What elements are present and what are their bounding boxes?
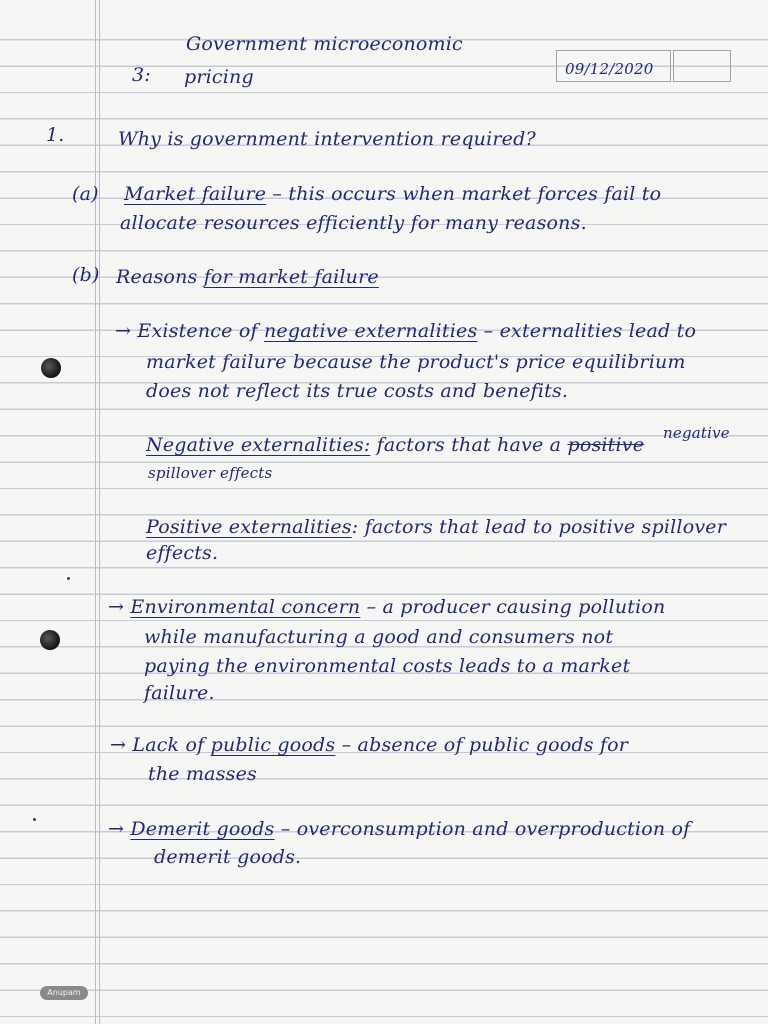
date: 09/12/2020 [565,60,654,78]
bullet-environmental: → Environmental concern – a producer causing pollution [108,596,666,618]
margin-line [99,0,100,1024]
section-a-line2: allocate resources efficiently for many reasons. [120,212,587,234]
margin-line [95,0,96,1024]
arrow-icon: → [115,320,132,342]
environmental-line4: failure. [144,682,215,704]
header-title-line2: pricing [184,66,254,88]
bullet-demerit-goods: → Demerit goods – overconsumption and overproduction of [108,818,691,840]
section-a-label: (a) [72,183,99,205]
ink-dot [33,818,36,821]
negative-externalities-line2: spillover effects [148,464,273,482]
section-a-line1: Market failure – this occurs when market forces fail to [124,183,662,205]
punch-hole [41,358,61,378]
positive-externalities-line2: effects. [146,542,219,564]
date-box-extra [673,50,731,82]
topic-number: 3: [132,64,151,86]
bullet-externalities: → Existence of negative externalities – externalities lead to [115,320,697,342]
ink-dot [67,577,70,580]
arrow-icon: → [108,596,125,618]
section-b-label: (b) [72,264,100,286]
crossed-word: positive [567,434,645,456]
environmental-line3: paying the environmental costs leads to a market [144,655,631,677]
notebook-logo: Anupam [40,986,88,1000]
arrow-icon: → [110,734,127,756]
question-number: 1. [46,124,65,146]
question-text: Why is government intervention required? [118,128,536,150]
environmental-line2: while manufacturing a good and consumers not [144,626,614,648]
demerit-goods-line2: demerit goods. [154,846,302,868]
positive-externalities-line1: Positive externalities: factors that lead to positive spillover [146,516,726,538]
crossed-word: negative [263,320,349,342]
section-b-heading: Reasons for market failure [116,266,379,288]
market-failure-term: Market failure [124,183,267,205]
public-goods-line2: the masses [148,763,257,785]
punch-hole [40,630,60,650]
arrow-icon: → [108,818,125,840]
bullet-public-goods: → Lack of public goods – absence of public goods for [110,734,629,756]
correction-word: negative [663,424,730,442]
header-title-line1: Government microeconomic [186,33,463,55]
externalities-line2: market failure because the product's price equilibrium [146,351,686,373]
externalities-line3: does not reflect its true costs and benefits. [146,380,569,402]
negative-externalities-line1: Negative externalities: factors that have a positive [146,434,645,456]
